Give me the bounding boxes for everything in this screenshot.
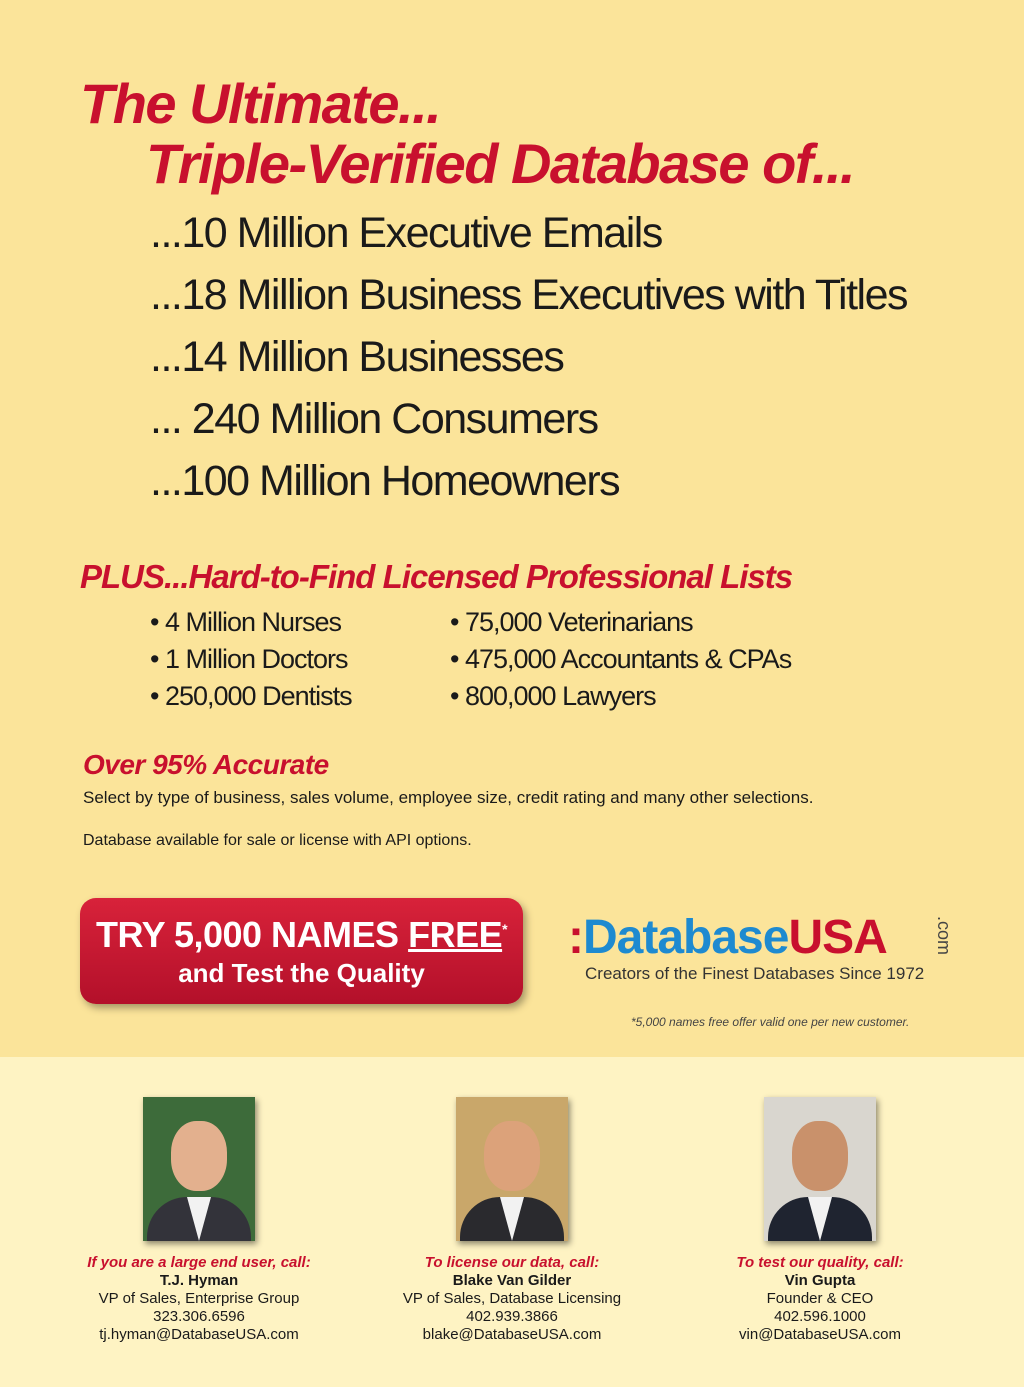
contact-email[interactable]: blake@DatabaseUSA.com — [422, 1326, 602, 1343]
stats-list — [150, 202, 907, 512]
contact-prompt: To test our quality, call: — [736, 1254, 904, 1271]
contact-phone: 402.596.1000 — [774, 1308, 866, 1325]
list-item-veterinarians: • 75,000 Veterinarians — [450, 604, 791, 641]
contact-phone: 402.939.3866 — [466, 1308, 558, 1325]
professional-lists-title: PLUS...Hard-to-Find Licensed Professional Lists — [80, 558, 793, 595]
contact-prompt: To license our data, call: — [424, 1254, 600, 1271]
stat-businesses: ...14 Million Businesses — [150, 333, 564, 381]
contact-phone: 323.306.6596 — [153, 1308, 245, 1325]
cta-sub-text: and Test the Quality — [178, 958, 425, 988]
headline-line-1: The Ultimate... — [80, 72, 441, 135]
logo-wordmark — [568, 912, 968, 964]
stat-homeowners: ...100 Million Homeowners — [150, 457, 620, 505]
contacts-panel — [0, 1057, 1024, 1387]
contact-title: VP of Sales, Database Licensing — [402, 1290, 622, 1307]
contact-email[interactable]: vin@DatabaseUSA.com — [739, 1326, 901, 1343]
stat-executives: ...18 Million Business Executives with Titles — [150, 271, 907, 319]
professional-list-column-1 — [150, 604, 352, 715]
accuracy-heading: Over 95% Accurate — [83, 749, 329, 780]
contact-email[interactable]: tj.hyman@DatabaseUSA.com — [99, 1326, 299, 1343]
portrait-face — [484, 1121, 540, 1191]
professional-list-column-2 — [450, 604, 791, 715]
try-free-button[interactable] — [80, 898, 523, 1004]
selection-description: Select by type of business, sales volume, employee size, credit rating and many other selections. — [83, 788, 814, 807]
contact-title: VP of Sales, Enterprise Group — [98, 1290, 300, 1307]
contact-card-gupta — [660, 1097, 980, 1344]
contact-card-van-gilder — [352, 1097, 672, 1344]
contact-prompt: If you are a large end user, call: — [87, 1254, 311, 1271]
list-item-nurses: • 4 Million Nurses — [150, 604, 352, 641]
headline-line-2: Triple-Verified Database of... — [146, 132, 855, 195]
logo-database: Database — [582, 911, 789, 964]
cta-free-label: FREE — [408, 914, 503, 955]
portrait-face — [792, 1121, 848, 1191]
list-item-accountants: • 475,000 Accountants & CPAs — [450, 641, 791, 678]
logo-tagline: Creators of the Finest Databases Since 1972 — [585, 964, 925, 983]
cta-main-text — [80, 914, 523, 956]
stat-consumers: ... 240 Million Consumers — [150, 395, 598, 443]
logo-colon: : — [568, 911, 583, 964]
portrait-photo — [143, 1097, 255, 1241]
portrait-face — [171, 1121, 227, 1191]
databaseusa-logo — [568, 912, 968, 982]
headline — [80, 74, 854, 194]
offer-footnote: *5,000 names free offer valid one per new customer. — [631, 1015, 910, 1029]
contact-name: Vin Gupta — [784, 1272, 856, 1289]
api-description: Database available for sale or license with API options. — [83, 832, 472, 849]
contact-card-hyman — [39, 1097, 359, 1344]
contact-name: T.J. Hyman — [159, 1272, 239, 1289]
cta-try-label: TRY 5,000 NAMES — [95, 914, 409, 955]
portrait-photo — [764, 1097, 876, 1241]
logo-usa: USA — [788, 911, 887, 964]
list-item-lawyers: • 800,000 Lawyers — [450, 678, 791, 715]
logo-com: .com — [934, 916, 954, 956]
list-item-dentists: • 250,000 Dentists — [150, 678, 352, 715]
contact-title: Founder & CEO — [766, 1290, 874, 1307]
list-item-doctors: • 1 Million Doctors — [150, 641, 352, 678]
stat-emails: ...10 Million Executive Emails — [150, 209, 662, 257]
portrait-photo — [456, 1097, 568, 1241]
contact-name: Blake Van Gilder — [452, 1272, 572, 1289]
cta-asterisk: * — [502, 921, 508, 937]
